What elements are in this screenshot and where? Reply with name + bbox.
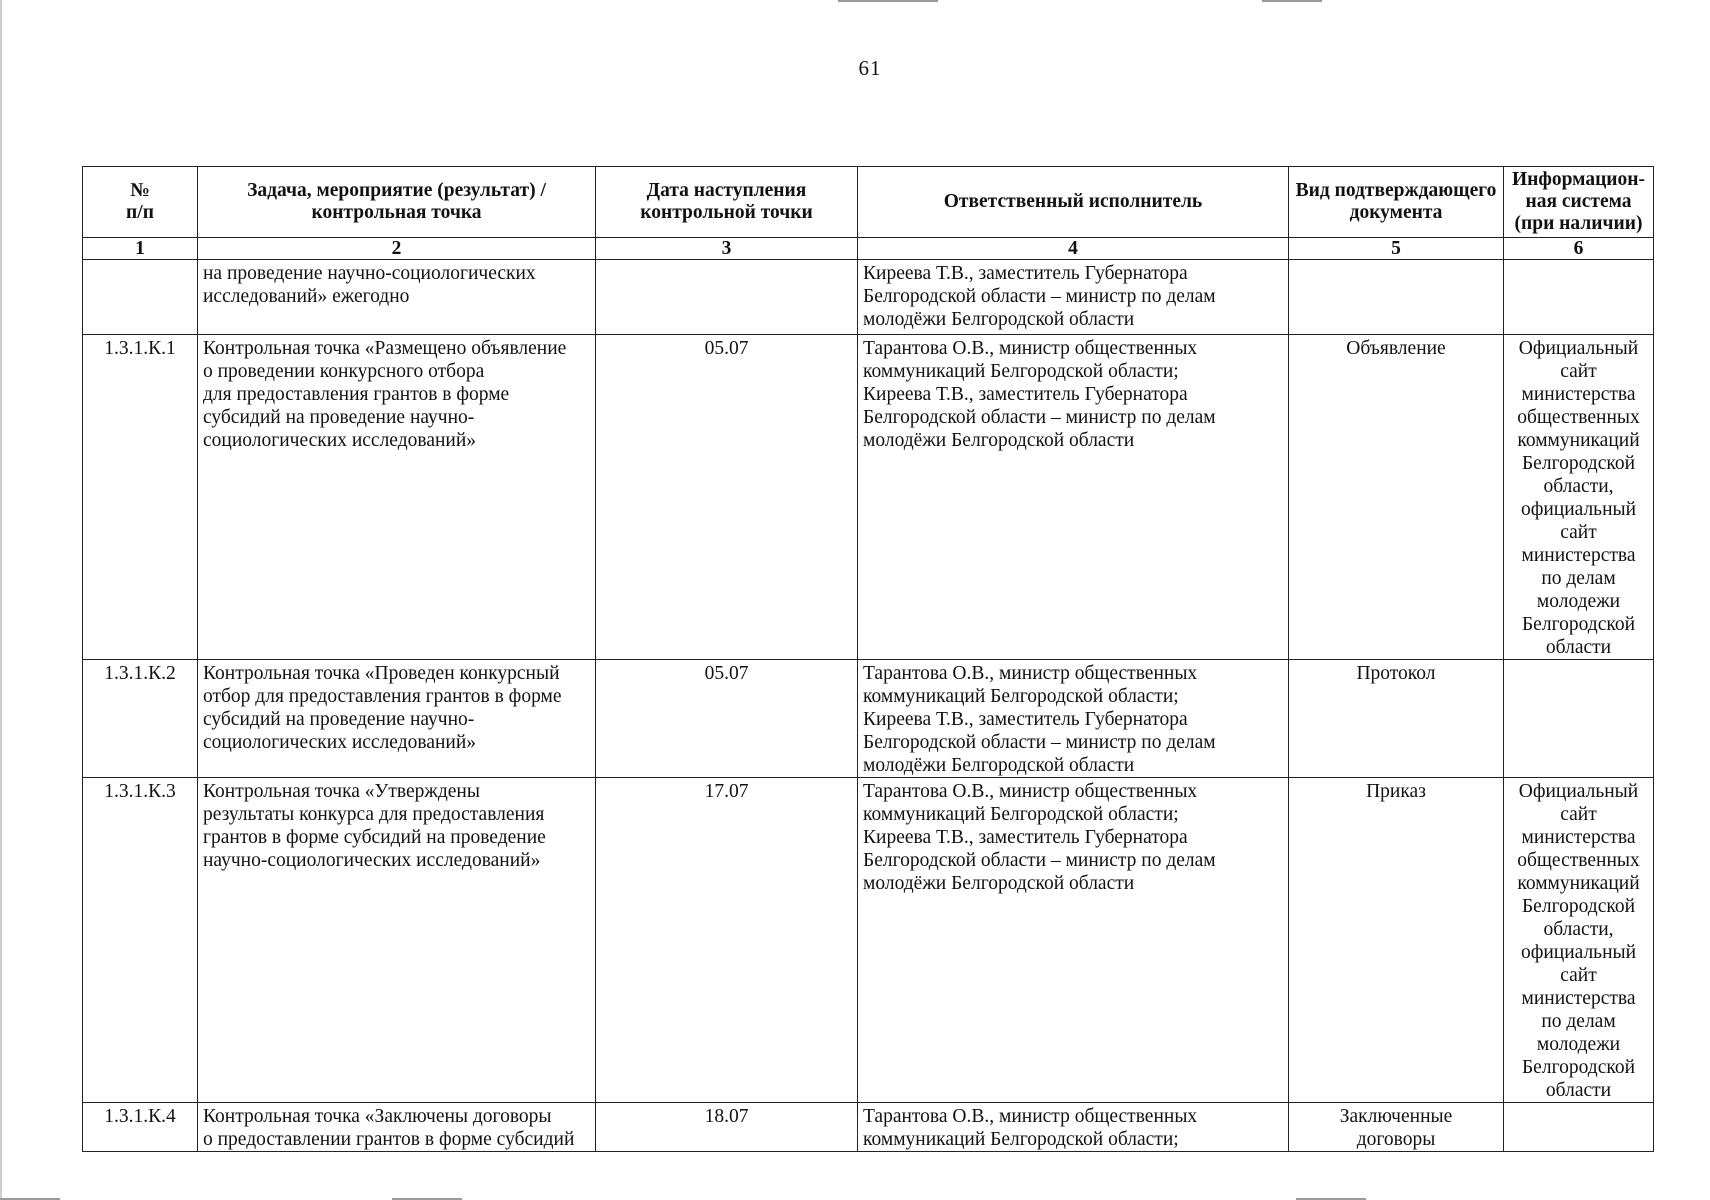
column-number: 3 bbox=[596, 238, 858, 260]
row-executor: Тарантова О.В., министр общественных коммуникаций Белгородской области; Киреева Т.В., заместитель Губернатора Белгородской области – министр по делам молодёжи Белгородской области bbox=[858, 335, 1289, 660]
row-date: 05.07 bbox=[596, 335, 858, 660]
row-document: Заключенные договоры bbox=[1289, 1103, 1504, 1152]
row-number: 1.3.1.К.3 bbox=[83, 778, 198, 1103]
column-number: 1 bbox=[83, 238, 198, 260]
row-executor: Тарантова О.В., министр общественных коммуникаций Белгородской области; Киреева Т.В., заместитель Губернатора Белгородской области – министр по делам молодёжи Белгородской области bbox=[858, 660, 1289, 778]
header-number: № п/п bbox=[83, 167, 198, 238]
row-document: Протокол bbox=[1289, 660, 1504, 778]
row-document bbox=[1289, 260, 1504, 335]
column-number: 4 bbox=[858, 238, 1289, 260]
row-executor: Киреева Т.В., заместитель Губернатора Белгородской области – министр по делам молодёжи Белгородской области bbox=[858, 260, 1289, 335]
row-task: Контрольная точка «Заключены договоры о предоставлении грантов в форме субсидий bbox=[198, 1103, 596, 1152]
table-header-row bbox=[83, 167, 1654, 238]
column-numbers-row bbox=[83, 238, 1654, 260]
table-row bbox=[83, 1103, 1654, 1152]
header-document: Вид подтверждающего документа bbox=[1289, 167, 1504, 238]
row-task: Контрольная точка «Утверждены результаты конкурса для предоставления грантов в форме субсидий на проведение научно-социологических исследований» bbox=[198, 778, 596, 1103]
row-task: Контрольная точка «Размещено объявление о проведении конкурсного отбора для предоставления грантов в форме субсидий на проведение научно- социологических исследований» bbox=[198, 335, 596, 660]
row-task: Контрольная точка «Проведен конкурсный отбор для предоставления грантов в форме субсидий на проведение научно- социологических исследований» bbox=[198, 660, 596, 778]
scan-left-edge bbox=[0, 0, 2, 1200]
header-executor: Ответственный исполнитель bbox=[858, 167, 1289, 238]
table-row bbox=[83, 335, 1654, 660]
table-row bbox=[83, 260, 1654, 335]
row-date: 18.07 bbox=[596, 1103, 858, 1152]
table-row bbox=[83, 660, 1654, 778]
row-task: на проведение научно-социологических исследований» ежегодно bbox=[198, 260, 596, 335]
row-executor: Тарантова О.В., министр общественных коммуникаций Белгородской области; bbox=[858, 1103, 1289, 1152]
row-date: 05.07 bbox=[596, 660, 858, 778]
row-system: Официальный сайт министерства общественных коммуникаций Белгородской области, официальный сайт министерства по делам молодежи Белгородской области bbox=[1504, 335, 1654, 660]
column-number: 5 bbox=[1289, 238, 1504, 260]
row-executor: Тарантова О.В., министр общественных коммуникаций Белгородской области; Киреева Т.В., заместитель Губернатора Белгородской области – министр по делам молодёжи Белгородской области bbox=[858, 778, 1289, 1103]
control-points-table bbox=[82, 166, 1654, 1152]
page-number: 61 bbox=[858, 56, 882, 80]
row-number: 1.3.1.К.2 bbox=[83, 660, 198, 778]
row-system bbox=[1504, 260, 1654, 335]
header-task: Задача, мероприятие (результат) / контрольная точка bbox=[198, 167, 596, 238]
table-row bbox=[83, 778, 1654, 1103]
header-date: Дата наступления контрольной точки bbox=[596, 167, 858, 238]
scan-mark bbox=[1262, 0, 1322, 2]
row-number: 1.3.1.К.4 bbox=[83, 1103, 198, 1152]
column-number: 2 bbox=[198, 238, 596, 260]
row-number bbox=[83, 260, 198, 335]
row-system bbox=[1504, 1103, 1654, 1152]
row-document: Приказ bbox=[1289, 778, 1504, 1103]
row-system: Официальный сайт министерства общественных коммуникаций Белгородской области, официальный сайт министерства по делам молодежи Белгородской области bbox=[1504, 778, 1654, 1103]
row-document: Объявление bbox=[1289, 335, 1504, 660]
scan-mark bbox=[838, 0, 938, 2]
row-system bbox=[1504, 660, 1654, 778]
column-number: 6 bbox=[1504, 238, 1654, 260]
row-date bbox=[596, 260, 858, 335]
row-number: 1.3.1.К.1 bbox=[83, 335, 198, 660]
header-system: Информацион- ная система (при наличии) bbox=[1504, 167, 1654, 238]
row-date: 17.07 bbox=[596, 778, 858, 1103]
